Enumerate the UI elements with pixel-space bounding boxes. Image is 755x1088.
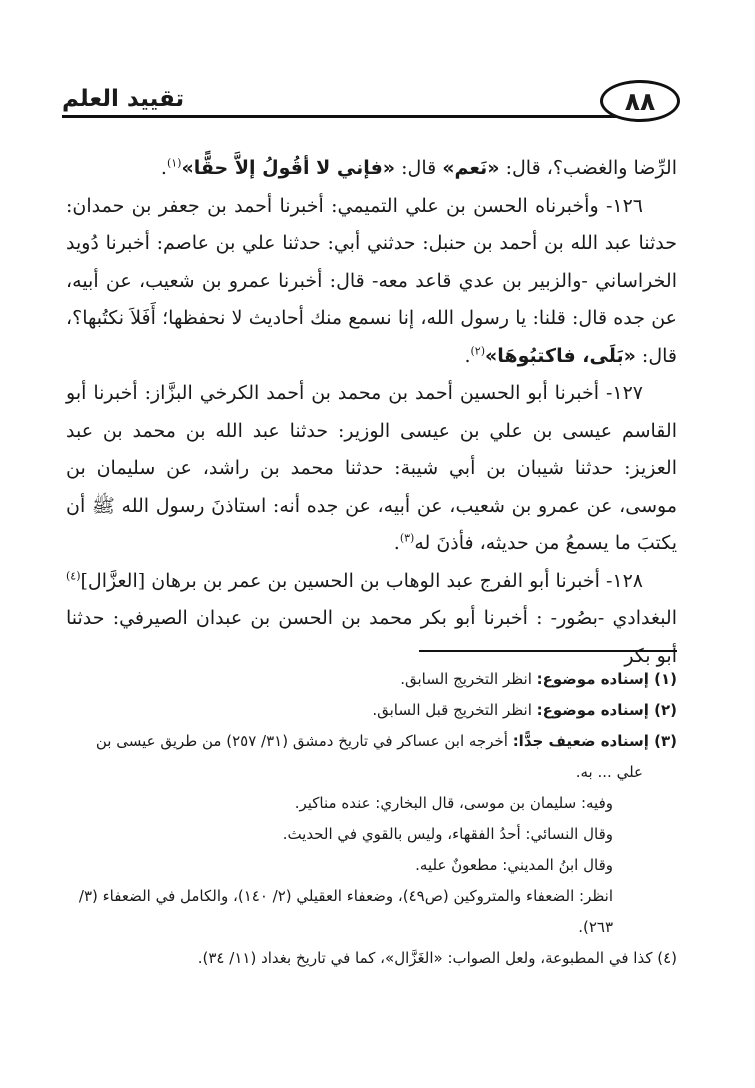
footnote-ref-1: (١)	[166, 156, 182, 170]
footnote-3-line-5: ٢٦٣).	[578, 918, 613, 936]
footnote-ref-4: (٤)	[66, 569, 81, 583]
page-number-badge: ٨٨	[600, 80, 680, 122]
footnote-2-label: (٢) إسناده موضوع:	[536, 701, 677, 719]
footnote-ref-3: (٣)	[399, 531, 415, 545]
paragraph-128	[66, 563, 677, 676]
p1-quote-1: «نَعم»	[442, 157, 500, 179]
footnote-1-text: انظر التخريج السابق.	[400, 670, 537, 688]
p1-end: .	[160, 157, 167, 179]
paragraph-1	[66, 150, 677, 188]
footnote-4: (٤) كذا في المطبوعة، ولعل الصواب: «الغَزَّال»، كما في تاريخ بغداد (١١/ ٣٤).	[197, 949, 677, 967]
main-text	[66, 150, 677, 675]
running-title: تقييد العلم	[62, 86, 185, 112]
footnote-3	[66, 726, 677, 757]
footnote-2	[66, 695, 677, 726]
p1-mid: قال:	[395, 157, 443, 179]
p4-lead: ١٢٨- أخبرنا أبو الفرج عبد الوهاب بن الحسين بن عمر بن برهان [العزَّال]	[80, 569, 643, 592]
footnote-2-text: انظر التخريج قبل السابق.	[372, 701, 537, 719]
p4-rest: البغدادي -بصُور- : أخبرنا أبو بكر محمد بن الحسن بن عبدان الصيرفي: حدثنا أبو بكر	[66, 607, 677, 667]
footnote-3-line-3: وقال ابنُ المديني: مطعونٌ عليه.	[415, 856, 613, 874]
page-header	[62, 78, 680, 124]
footnote-3-line-1: وفيه: سليمان بن موسى، قال البخاري: عنده مناكير.	[294, 794, 613, 812]
footnote-3-text: أخرجه ابن عساكر في تاريخ دمشق (٣١/ ٢٥٧) من طريق عيسى بن	[95, 732, 513, 750]
p2-end: .	[464, 344, 471, 367]
p1-quote-2: «فإني لا أقُولُ إلاَّ حقًّا»	[181, 157, 396, 179]
footnote-3-continued: علي ... به.	[575, 763, 643, 781]
footnote-3-label: (٣) إسناده ضعيف جدًّا:	[512, 732, 677, 750]
p2-quote: «بَلَى، فاكتبُوهَا»	[485, 344, 636, 367]
footnote-1-label: (١) إسناده موضوع:	[536, 670, 677, 688]
paragraph-127	[66, 375, 677, 563]
header-rule	[62, 115, 640, 118]
footnote-3-line-2: وقال النسائي: أحدُ الفقهاء، وليس بالقوي في الحديث.	[282, 825, 613, 843]
footnote-1	[66, 664, 677, 695]
footnote-ref-2: (٢)	[470, 344, 486, 358]
paragraph-126	[66, 188, 677, 376]
p2-lead: ١٢٦- وأخبرناه الحسن بن علي التميمي: أخبرنا أحمد بن جعفر بن حمدان: حدثنا عبد الله بن أحمد بن حنبل: حدثني أبي: حدثنا علي بن عاصم: أخبرنا دُويد الخراساني -والزبير بن عدي قاعد معه- قال: أخبرنا عمرو بن شعيب، عن أبيه، عن جده قال: قلنا: يا رسول الله، إنا نسمع منك أحاديث لا نحفظها؛ أَفَلاَ نكتُبها؟، قال:	[66, 194, 677, 367]
footnote-3-line-4: انظر: الضعفاء والمتروكين (ص٤٩)، وضعفاء العقيلي (٢/ ١٤٠)، والكامل في الضعفاء (٣/	[78, 887, 613, 905]
footnote-separator	[419, 650, 677, 652]
p3-end: .	[393, 532, 400, 554]
footnotes	[66, 664, 677, 974]
p1-lead: الرِّضا والغضب؟، قال:	[499, 157, 677, 179]
p3-text: ١٢٧- أخبرنا أبو الحسين أحمد بن محمد بن أحمد الكرخي البزَّاز: أخبرنا أبو القاسم عيسى بن علي بن عيسى الوزير: حدثنا عبد الله بن محمد بن عبد العزيز: حدثنا شيبان بن أبي شيبة: حدثنا محمد بن راشد، عن سليمان بن موسى، عن عمرو بن شعيب، عن أبيه، عن جده أنه: استاذنَ رسول الله ﷺ أن يكتبَ ما يسمعُ من حديثه، فأذنَ له	[66, 382, 677, 554]
